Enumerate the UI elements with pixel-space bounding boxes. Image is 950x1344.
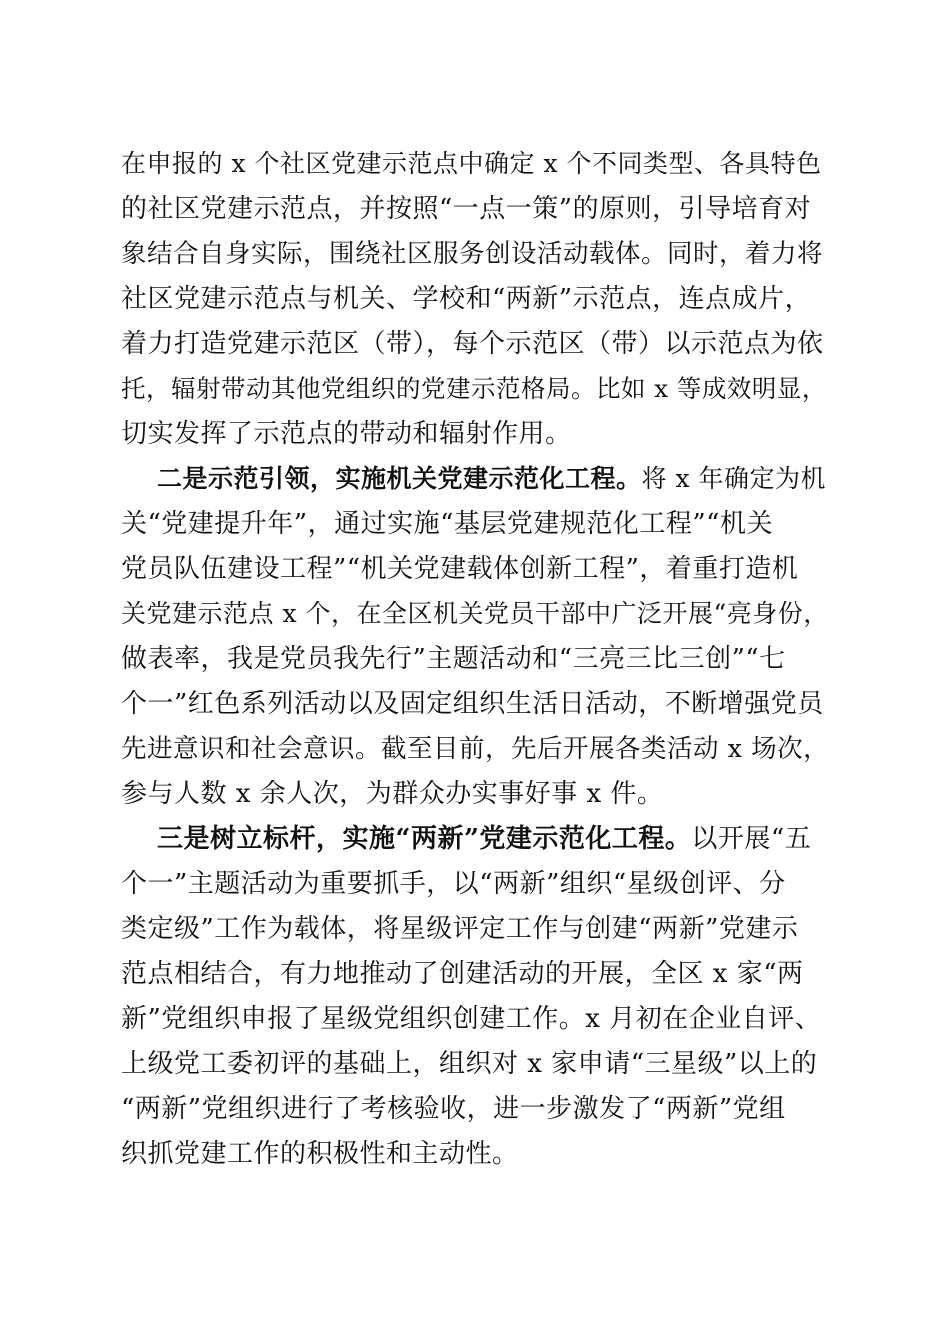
paragraph-2-line-6: 个一”红色系列活动以及固定组织生活日活动，不断增强党员 xyxy=(121,689,824,719)
paragraph-1-line-2: 的社区党建示范点，并按照“一点一策”的原则，引导培育对 xyxy=(121,194,812,224)
paragraph-2-line-2: 关“党建提升年”，通过实施“基层党建规范化工程”“机关 xyxy=(121,509,773,539)
paragraph-1-line-5: 着力打造党建示范区（带），每个示范区（带）以示范点为依 xyxy=(121,329,824,359)
paragraph-2-line-7: 先进意识和社会意识。截至目前，先后开展各类活动 x 场次， xyxy=(121,734,830,764)
paragraph-2-heading: 二是示范引领，实施机关党建示范化工程。 xyxy=(157,464,642,493)
paragraph-1-line-4: 社区党建示范点与机关、学校和“两新”示范点，连点成片， xyxy=(121,284,812,314)
paragraph-3-first-line xyxy=(157,821,831,857)
paragraph-1-line-7: 切实发挥了示范点的带动和辐射作用。 xyxy=(121,419,572,449)
paragraph-2-line-8: 参与人数 x 余人次，为群众办实事好事 x 件。 xyxy=(121,779,664,809)
paragraph-2-first-line xyxy=(157,461,831,497)
paragraph-3-line-5: 新”党组织申报了星级党组织创建工作。x 月初在企业自评、 xyxy=(121,1004,822,1034)
paragraph-2-first-line-rest: 将 x 年确定为机 xyxy=(641,464,827,493)
paragraph-3-line-4: 范点相结合，有力地推动了创建活动的开展，全区 x 家“两 xyxy=(121,959,804,989)
paragraph-3-line-7: “两新”党组织进行了考核验收，进一步激发了“两新”党组 xyxy=(121,1094,786,1124)
paragraph-1-line-6: 托，辐射带动其他党组织的党建示范格局。比如 x 等成效明显， xyxy=(121,374,827,403)
paragraph-1-line-1: 在申报的 x 个社区党建示范点中确定 x 个不同类型、各具特色 xyxy=(121,149,822,178)
paragraph-2-line-5: 做表率，我是党员我先行”主题活动和“三亮三比三创”“七 xyxy=(121,644,786,674)
paragraph-3-first-line-rest: 以开展“五 xyxy=(691,824,812,854)
paragraph-3-line-8: 织抓党建工作的积极性和主动性。 xyxy=(121,1139,519,1169)
paragraph-1-line-3: 象结合自身实际，围绕社区服务创设活动载体。同时，着力将 xyxy=(121,239,824,269)
paragraph-3-line-3: 类定级”工作为载体，将星级评定工作与创建“两新”党建示 xyxy=(121,914,799,944)
paragraph-3-line-2: 个一”主题活动为重要抓手，以“两新”组织“星级创评、分 xyxy=(121,869,786,899)
paragraph-3-line-6: 上级党工委初评的基础上，组织对 x 家申请“三星级”以上的 xyxy=(121,1049,818,1079)
paragraph-2-line-3: 党员队伍建设工程”“机关党建载体创新工程”，着重打造机 xyxy=(121,554,799,584)
paragraph-2-line-4: 关党建示范点 x 个，在全区机关党员干部中广泛开展“亮身份， xyxy=(121,599,829,628)
paragraph-3-heading: 三是树立标杆，实施“两新”党建示范化工程。 xyxy=(157,824,692,854)
